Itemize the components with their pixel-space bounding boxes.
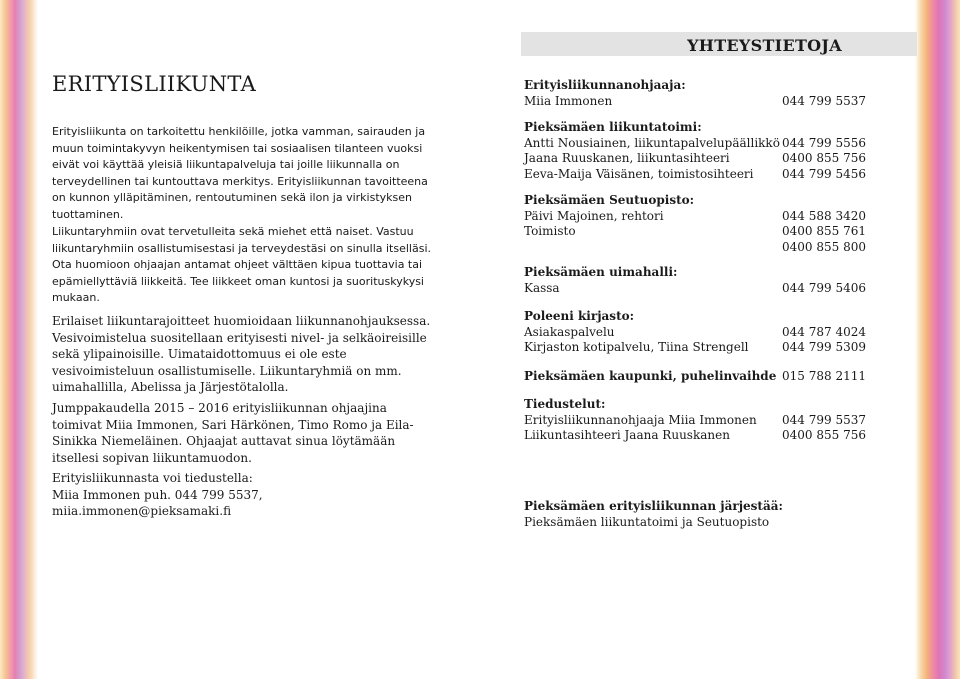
contact-row [524, 94, 894, 110]
contact-row [524, 167, 894, 183]
contact-row [524, 515, 894, 531]
contact-section-seutuopisto [524, 193, 894, 255]
contact-section-library [524, 309, 894, 356]
contact-name: Eeva-Maija Väisänen, toimistosihteeri [524, 166, 754, 181]
contact-section-inquiries [524, 397, 894, 444]
contact-row [524, 224, 894, 240]
page-title: ERITYISLIIKUNTA [52, 72, 257, 96]
section-heading: Pieksämäen erityisliikunnan järjestää: [524, 499, 783, 513]
contact-phone: 044 799 5456 [782, 166, 866, 181]
section-heading: Pieksämäen uimahalli: [524, 265, 678, 279]
contact-row [524, 369, 894, 385]
contact-row [524, 428, 894, 444]
contact-row [524, 151, 894, 167]
decorative-stripe-left [0, 0, 38, 679]
contact-row [524, 325, 894, 341]
contact-row [524, 240, 894, 256]
contact-phone: 0400 855 761 [782, 224, 866, 238]
contact-phone: 044 787 4024 [782, 324, 866, 339]
contact-name: Miia Immonen [524, 93, 613, 108]
contact-name: Antti Nousiainen, liikuntapalvelupäällikkö [524, 135, 780, 150]
section-heading: Pieksämäen Seutuopisto: [524, 193, 695, 207]
contact-phone: 0400 855 800 [782, 239, 866, 254]
contact-phone: 044 799 5406 [782, 280, 866, 295]
intro-paragraph: Erityisliikunta on tarkoitettu henkilöille, jotka vamman, sairauden ja muun toimintakyvyn heikentymisen tai sosiaalisen tilanteen vuoksi eivät voi käyttää yleisiä liikuntapalveluja tai joille liikunnalla on terveydellinen tai kuntouttava merkitys. Erityisliikunnan tavoitteena on kunnon ylläpitäminen, rentoutuminen sekä ilon ja virkistyksen tuottaminen. [52, 125, 428, 221]
contact-name: Päivi Majoinen, rehtori [524, 208, 664, 223]
contact-row [524, 281, 894, 297]
contact-section-swimming-hall [524, 265, 894, 296]
contact-name: Kirjaston kotipalvelu, Tiina Strengell [524, 340, 749, 354]
section-heading: Poleeni kirjasto: [524, 309, 635, 323]
contact-row [524, 136, 894, 152]
contact-name: Toimisto [524, 224, 576, 238]
inquiry-paragraph: Erityisliikunnasta voi tiedustella: Miia Immonen puh. 044 799 5537, miia.immonen@pieksamaki.fi [52, 471, 263, 518]
contact-section-switchboard [524, 369, 894, 385]
contact-phone: 0400 855 756 [782, 151, 866, 165]
decorative-stripe-right [915, 0, 960, 679]
groups-paragraph: Liikuntaryhmiin ovat tervetulleita sekä miehet että naiset. Vastuu liikuntaryhmiin osallistumisestasi ja terveydestäsi on sinulla itselläsi. Ota huomioon ohjaajan antamat ohjeet välttäen kipua tuottavia tai epämiellyttäviä liikkeitä. Tee liikkeet oman kuntosi ja suorituskykysi mukaan. [52, 225, 432, 304]
contact-name: Erityisliikunnanohjaaja Miia Immonen [524, 412, 757, 427]
contact-section-instructor [524, 78, 894, 109]
contact-phone: 044 588 3420 [782, 208, 866, 223]
contact-row [524, 413, 894, 429]
section-heading: Pieksämäen liikuntatoimi: [524, 120, 702, 134]
contact-phone: 044 799 5309 [782, 340, 866, 354]
contact-phone: 0400 855 756 [782, 428, 866, 442]
instructors-paragraph: Jumppakaudella 2015 – 2016 erityisliikunnan ohjaajina toimivat Miia Immonen, Sari Härkönen, Timo Romo ja Eila-Sinikka Niemeläinen. Ohjaajat auttavat sinua löytämään itsellesi sopivan liikuntamuodon. [52, 401, 414, 465]
contact-name: Kassa [524, 280, 560, 295]
contact-row [524, 209, 894, 225]
limitations-paragraph: Erilaiset liikuntarajoitteet huomioidaan liikunnanohjauksessa. Vesivoimistelua suositellaan erityisesti nivel- ja selkäoireisille sekä ylipainoisille. Uimataidottomuus ei ole este vesivoimisteluun osallistumiselle. Liikuntaryhmiä on mm. uimahallilla, Abelissa ja Järjestötalolla. [52, 314, 431, 394]
contact-name: Jaana Ruuskanen, liikuntasihteeri [524, 151, 730, 165]
contact-section-sports-office [524, 120, 894, 182]
section-heading: Tiedustelut: [524, 397, 606, 411]
contact-row [524, 340, 894, 356]
contact-name: Pieksämäen liikuntatoimi ja Seutuopisto [524, 514, 770, 529]
contact-title: YHTEYSTIETOJA [687, 36, 842, 55]
section-heading: Pieksämäen kaupunki, puhelinvaihde [524, 369, 777, 383]
section-heading: Erityisliikunnanohjaaja: [524, 78, 686, 92]
contact-phone: 044 799 5537 [782, 412, 866, 427]
contact-phone: 044 799 5556 [782, 135, 866, 150]
contact-name: Liikuntasihteeri Jaana Ruuskanen [524, 428, 730, 442]
contact-section-organizer [524, 499, 894, 530]
contact-phone: 015 788 2111 [782, 369, 866, 383]
contact-name: Asiakaspalvelu [524, 324, 615, 339]
contact-phone: 044 799 5537 [782, 93, 866, 108]
